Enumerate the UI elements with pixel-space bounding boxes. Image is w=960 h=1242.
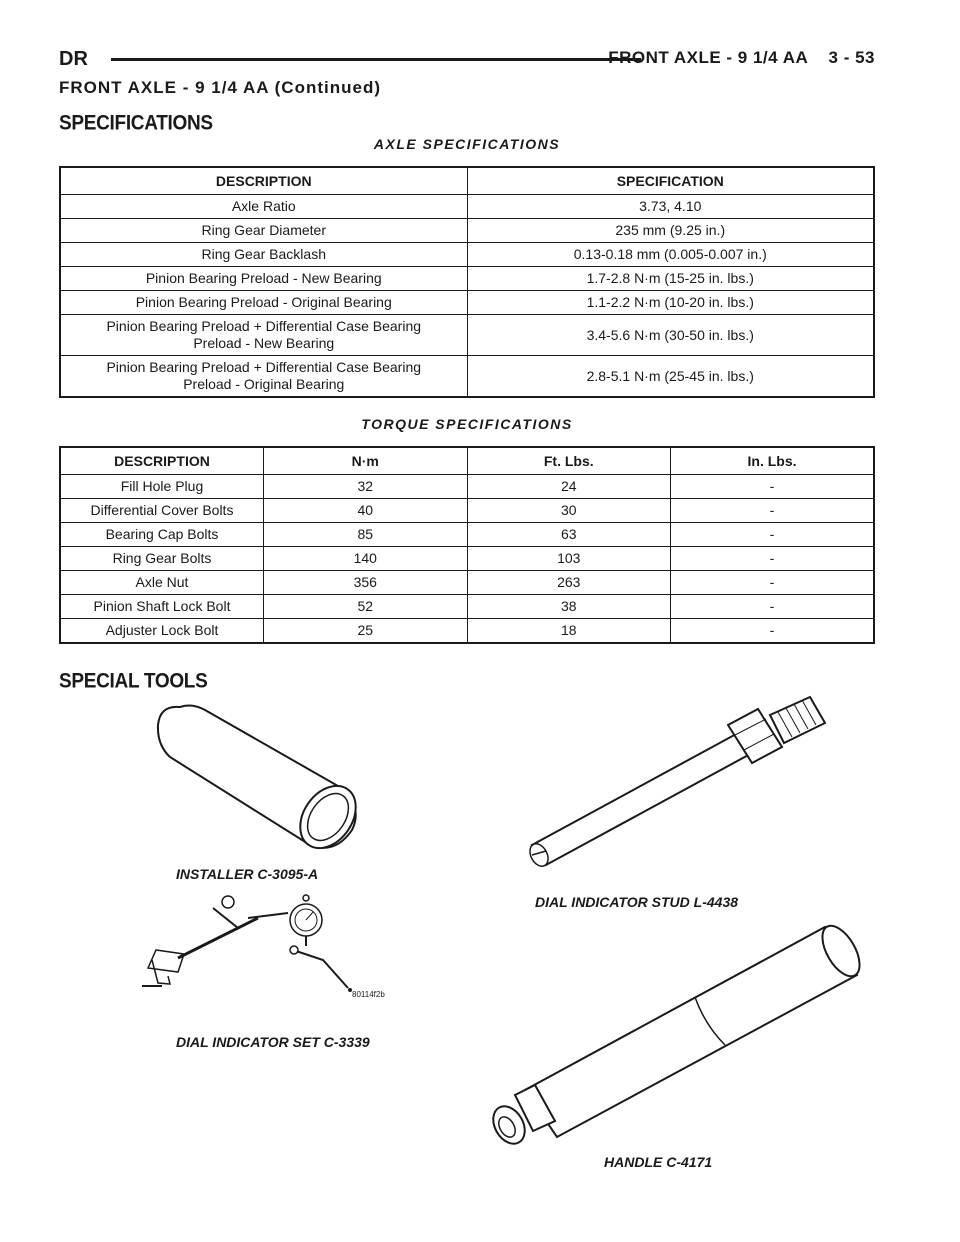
table-row bbox=[60, 195, 874, 219]
description-cell: Ring Gear Backlash bbox=[60, 243, 467, 267]
description-line: Preload - Original Bearing bbox=[183, 376, 345, 392]
nm-cell: 85 bbox=[264, 523, 468, 547]
nm-cell: 25 bbox=[264, 619, 468, 644]
inlbs-cell: - bbox=[671, 571, 875, 595]
description-cell: Pinion Bearing Preload - New Bearing bbox=[60, 267, 467, 291]
ftlbs-cell: 18 bbox=[467, 619, 671, 644]
description-cell: Bearing Cap Bolts bbox=[60, 523, 264, 547]
torque-specs-caption: TORQUE SPECIFICATIONS bbox=[361, 416, 573, 432]
nm-cell: 32 bbox=[264, 475, 468, 499]
column-header: N·m bbox=[264, 447, 468, 475]
ftlbs-cell: 24 bbox=[467, 475, 671, 499]
description-cell: Pinion Bearing Preload - Original Bearing bbox=[60, 291, 467, 315]
table-header-row bbox=[60, 167, 874, 195]
table-row bbox=[60, 267, 874, 291]
description-line: Pinion Bearing Preload + Differential Case Bearing bbox=[106, 318, 422, 334]
page-header bbox=[59, 40, 875, 80]
ftlbs-cell: 63 bbox=[467, 523, 671, 547]
table-row bbox=[60, 523, 874, 547]
description-cell: Axle Nut bbox=[60, 571, 264, 595]
ftlbs-cell: 263 bbox=[467, 571, 671, 595]
spec-cell: 2.8-5.1 N·m (25-45 in. lbs.) bbox=[467, 356, 874, 398]
installer-label: INSTALLER C-3095-A bbox=[176, 866, 319, 882]
spec-cell: 0.13-0.18 mm (0.005-0.007 in.) bbox=[467, 243, 874, 267]
table-row bbox=[60, 315, 874, 356]
ftlbs-cell: 103 bbox=[467, 547, 671, 571]
dial-indicator-stud-icon bbox=[520, 695, 830, 870]
spec-cell: 1.1-2.2 N·m (10-20 in. lbs.) bbox=[467, 291, 874, 315]
description-cell bbox=[60, 356, 467, 398]
specifications-heading: SPECIFICATIONS bbox=[59, 112, 213, 136]
column-header: Ft. Lbs. bbox=[467, 447, 671, 475]
description-cell: Adjuster Lock Bolt bbox=[60, 619, 264, 644]
figure-code: 80114f2b bbox=[352, 990, 385, 999]
header-manual-code: DR bbox=[59, 48, 88, 70]
column-header: DESCRIPTION bbox=[60, 447, 264, 475]
table-row bbox=[60, 219, 874, 243]
inlbs-cell: - bbox=[671, 523, 875, 547]
description-line: Pinion Bearing Preload + Differential Case Bearing bbox=[106, 359, 422, 375]
table-row bbox=[60, 475, 874, 499]
inlbs-cell: - bbox=[671, 475, 875, 499]
installer-tube-icon bbox=[140, 695, 370, 860]
description-cell bbox=[60, 315, 467, 356]
continued-title: FRONT AXLE - 9 1/4 AA (Continued) bbox=[59, 78, 381, 97]
column-header: DESCRIPTION bbox=[60, 167, 467, 195]
table-row bbox=[60, 243, 874, 267]
description-line: Preload - New Bearing bbox=[193, 335, 335, 351]
table-row bbox=[60, 499, 874, 523]
nm-cell: 52 bbox=[264, 595, 468, 619]
description-cell: Axle Ratio bbox=[60, 195, 467, 219]
dial-indicator-stud-label: DIAL INDICATOR STUD L-4438 bbox=[535, 894, 739, 910]
table-row bbox=[60, 595, 874, 619]
nm-cell: 356 bbox=[264, 571, 468, 595]
dial-indicator-set-label: DIAL INDICATOR SET C-3339 bbox=[176, 1034, 370, 1050]
header-section-page: FRONT AXLE - 9 1/4 AA 3 - 53 bbox=[608, 48, 875, 67]
spec-cell: 235 mm (9.25 in.) bbox=[467, 219, 874, 243]
ftlbs-cell: 38 bbox=[467, 595, 671, 619]
column-header: In. Lbs. bbox=[671, 447, 875, 475]
spec-cell: 3.73, 4.10 bbox=[467, 195, 874, 219]
nm-cell: 40 bbox=[264, 499, 468, 523]
inlbs-cell: - bbox=[671, 595, 875, 619]
spec-cell: 3.4-5.6 N·m (30-50 in. lbs.) bbox=[467, 315, 874, 356]
spec-cell: 1.7-2.8 N·m (15-25 in. lbs.) bbox=[467, 267, 874, 291]
axle-specs-caption: AXLE SPECIFICATIONS bbox=[373, 136, 561, 152]
table-row bbox=[60, 619, 874, 644]
table-row bbox=[60, 356, 874, 398]
table-row bbox=[60, 547, 874, 571]
description-cell: Ring Gear Bolts bbox=[60, 547, 264, 571]
header-rule bbox=[111, 58, 641, 61]
dial-indicator-set-icon bbox=[138, 888, 368, 1003]
table-header-row bbox=[60, 447, 874, 475]
table-row bbox=[60, 291, 874, 315]
table-row bbox=[60, 571, 874, 595]
nm-cell: 140 bbox=[264, 547, 468, 571]
handle-label: HANDLE C-4171 bbox=[604, 1154, 713, 1170]
special-tools-heading: SPECIAL TOOLS bbox=[59, 670, 208, 694]
column-header: SPECIFICATION bbox=[467, 167, 874, 195]
inlbs-cell: - bbox=[671, 499, 875, 523]
axle-specifications-table bbox=[59, 166, 875, 398]
description-cell: Pinion Shaft Lock Bolt bbox=[60, 595, 264, 619]
torque-specifications-table bbox=[59, 446, 875, 644]
inlbs-cell: - bbox=[671, 547, 875, 571]
description-cell: Differential Cover Bolts bbox=[60, 499, 264, 523]
inlbs-cell: - bbox=[671, 619, 875, 644]
description-cell: Fill Hole Plug bbox=[60, 475, 264, 499]
handle-icon bbox=[485, 915, 865, 1165]
ftlbs-cell: 30 bbox=[467, 499, 671, 523]
description-cell: Ring Gear Diameter bbox=[60, 219, 467, 243]
